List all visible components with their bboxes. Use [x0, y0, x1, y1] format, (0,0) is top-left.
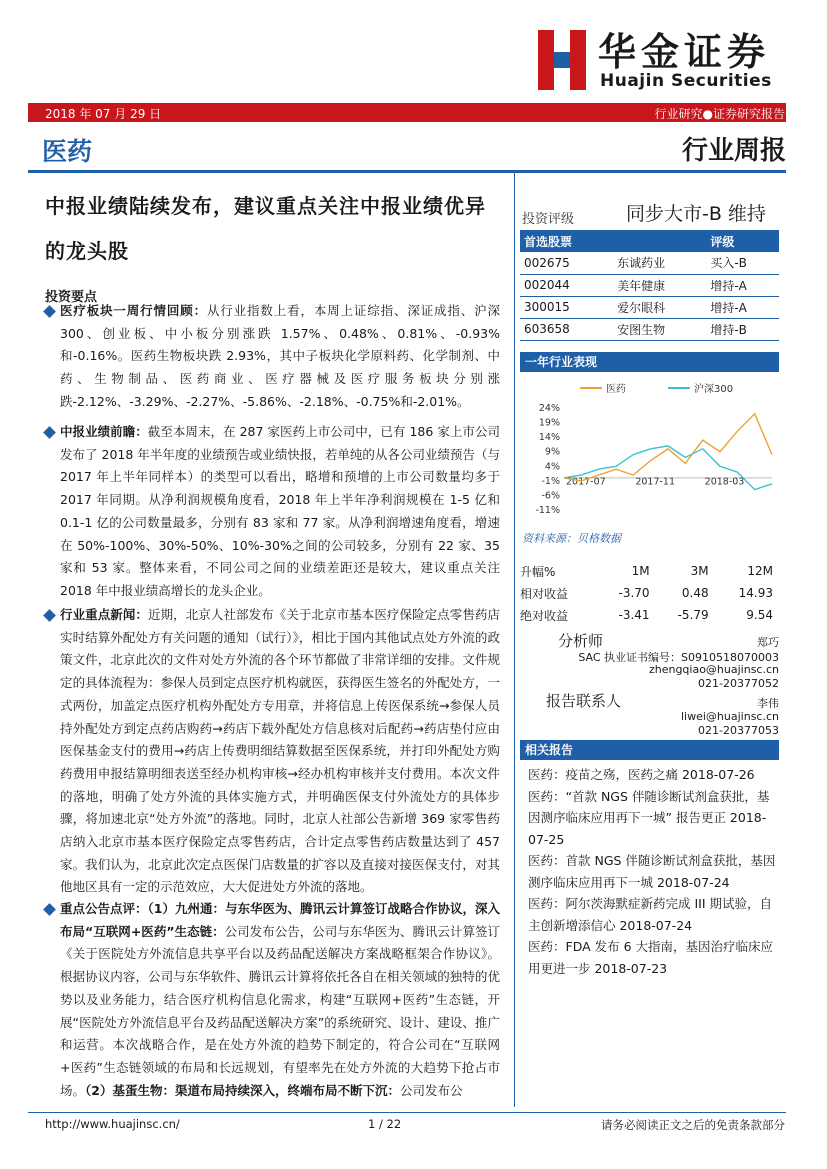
- section-announcements: 重点公告点评：（1）九州通：与东华医为、腾讯云计算签订战略合作协议，深入布局“互联网+医药”生态链：公司发布公告，公司与东华医为、腾讯云计算签订《关于医院处方外流信息共享平台以及药品配送解决方案战略框架合作协议》。根据协议内容，公司与东华软件、腾讯云计算将依托各自在相关领域的独特的优势以及业务能力，结合医疗机构信息化需求，构建“互联网+医药”生态链，开展“医院处方外流信息平台及药品配送解决方案”的系统研究、设计、建设、推广和运营。本次战略合作，是在处方外流的趋势下制定的，符合公司在“互联网+医药”生态链领域的布局和长远规划，有望率先在处方外流的大趋势下抢占市场。（2）基蛋生物：渠道布局持续深入，终端布局不断下沉：公司发布公: [45, 898, 500, 1102]
- related-report-item[interactable]: 医药：首款 NGS 伴随诊断试剂盒获批，基因测序临床应用再下一城 2018-07-24: [528, 853, 776, 890]
- analyst-email: zhengqiao@huajinsc.cn: [648, 663, 779, 676]
- divider: [28, 170, 786, 173]
- rating-value: 同步大市-B 维持: [626, 203, 766, 225]
- y-tick-label: -1%: [541, 475, 560, 487]
- column-divider: [514, 172, 515, 1107]
- related-reports-list: [528, 764, 776, 979]
- footer-disclaimer: 请务必阅读正文之后的免责条款部分: [601, 1118, 785, 1132]
- y-tick-label: 4%: [544, 461, 560, 473]
- sector-label: 医药: [42, 137, 93, 166]
- table-header: [520, 230, 779, 252]
- related-reports-heading: 相关报告: [520, 740, 779, 760]
- page-number: 1 / 22: [368, 1117, 402, 1131]
- contact-title: 报告联系人: [546, 692, 622, 710]
- y-tick-label: -11%: [535, 505, 560, 516]
- performance-heading: 一年行业表现: [520, 352, 779, 372]
- report-category: 行业周报: [681, 136, 786, 166]
- report-type: 行业研究●证券研究报告: [654, 107, 785, 121]
- chart-source: 资料来源：贝格数据: [522, 532, 621, 545]
- x-tick-label: 2017-07: [566, 476, 606, 488]
- legend-label: 医药: [606, 384, 626, 395]
- report-title: 中报业绩陆续发布，建议重点关注中报业绩优异的龙头股: [45, 194, 486, 263]
- brand-name-en: Huajin Securities: [600, 71, 772, 91]
- x-tick-label: 2017-11: [635, 476, 676, 488]
- analyst-phone: 021-20377052: [698, 677, 779, 690]
- analyst-name: 郑巧: [757, 636, 779, 649]
- related-report-item[interactable]: 医药：阿尔茨海默症新药完成 III 期试验，自主创新增添信心 2018-07-24: [528, 896, 773, 933]
- related-report-item[interactable]: 医药：疫苗之殇，医药之痛 2018-07-26: [528, 767, 755, 782]
- table-row: 002675 东诚药业 买入-B: [520, 252, 779, 274]
- y-tick-label: 24%: [538, 403, 560, 414]
- col-header: 评级: [706, 230, 779, 252]
- preferred-stocks-table: [520, 230, 779, 341]
- footer-url[interactable]: http://www.huajinsc.cn/: [45, 1117, 180, 1131]
- table-row: 相对收益 -3.70 0.48 14.93: [520, 586, 773, 601]
- footer-divider: [28, 1112, 786, 1113]
- y-tick-label: 9%: [544, 446, 560, 458]
- huajin-logo: [538, 30, 586, 90]
- report-date: 2018 年 07 月 29 日: [45, 107, 162, 121]
- y-tick-label: 19%: [538, 417, 560, 429]
- contact-email: liwei@huajinsc.cn: [681, 710, 779, 723]
- section-industry-news: 行业重点新闻：近期，北京人社部发布《关于北京市基本医疗保险定点零售药店实时结算外配处方有关问题的通知（试行）》，相比于国内其他试点处方外流的政策文件，北京此次的文件对处方外流的各个环节都做了非常详细的安排。文件规定的具体流程为：参保人员到定点医疗机构就医，获得医生签名的外配处方，一式两份，加盖定点医疗机构外配处方专用章，并将信息上传医保系统→参保人员持外配处方到定点药店购药→药店下载外配处方信息核对后配药→药店垫付应由医保基金支付的费用→药店上传费明细结算数据至医保系统，并打印外配处方购药费用申报结算明细表送至经办机构审核→经办机构审核并支付费用。本次文件的落地，明确了处方外流的具体实施方式，并明确医保支付外流处方的具体步骤，将加速北京“处方外流”的落地。同时，北京人社部公告新增 369 家零售药店纳入北京市基本医疗保险定点零售药店，合计定点零售药店数量达到了 457 家。我们认为，北京此次定点医保门店数量的扩容以及直接对接医保支付，对其他地区具有一定的示范效应，大大促进处方外流的落地。: [45, 604, 500, 899]
- rating-label: 投资评级: [522, 212, 575, 227]
- y-tick-label: -6%: [541, 490, 560, 502]
- col-header: 首选股票: [520, 230, 613, 252]
- analyst-license: SAC 执业证书编号：S0910518070003: [578, 651, 779, 664]
- table-row: 002044 美年健康 增持-A: [520, 274, 779, 296]
- table-row: 绝对收益 -3.41 -5.79 9.54: [520, 608, 773, 623]
- section-earnings-preview: 中报业绩前瞻：截至本周末，在 287 家医药上市公司中，已有 186 家上市公司发布了 2018 年半年度的业绩预告或业绩快报，若单纯的从各公司业绩预告（与 2017 年上半年同样本）的类型可以看出，略增和预增的上市公司数量均多于 2017 年同期。从净利润规模角度看，2018 年上半年净利润规模在 1-5 亿和 0.1-1 亿的公司数量最多，分别有 83 家和 77 家。从净利润增速角度看，增速在 50%-100%、30%-50%、10%-30%之间的公司较多，分别有 22 家、35 家和 53 家。整体来看，不同公司之间的业绩差距还是较大，建议重点关注 2018 年中报业绩高增长的龙头企业。: [45, 421, 500, 603]
- section-market-review: 医疗板块一周行情回顾：从行业指数上看，本周上证综指、深证成指、沪深300、创业板、中小板分别涨跌 1.57%、0.48%、0.81%、-0.93%和-0.16%。医药生物板块跌 2.93%，其中子板块化学原料药、化学制剂、中药、生物制品、医药商业、医疗器械及医疗服务板块分别涨跌-2.12%、-3.29%、-2.27%、-5.86%、-2.18%、-0.75%和-2.01%。: [45, 300, 500, 414]
- key-points-heading: 投资要点: [45, 290, 98, 305]
- contact-name: 李伟: [757, 697, 779, 710]
- performance-chart: [520, 378, 779, 528]
- contact-phone: 021-20377053: [698, 724, 779, 737]
- table-row: 603658 安图生物 增持-B: [520, 318, 779, 340]
- related-report-item[interactable]: 医药：FDA 发布 6 大指南，基因治疗临床应用更进一步 2018-07-23: [528, 939, 774, 976]
- analyst-title: 分析师: [558, 632, 604, 650]
- returns-table: [520, 560, 779, 626]
- y-tick-label: 14%: [538, 432, 560, 444]
- legend-label: 沪深300: [694, 384, 734, 395]
- col-header: [613, 230, 706, 252]
- related-report-item[interactable]: 医药：“首款 NGS 伴随诊断试剂盒获批，基因测序临床应用再下一城” 报告更正 2018-07-25: [528, 788, 770, 847]
- brand-name-cn: 华金证券: [598, 30, 771, 74]
- table-header: 升幅% 1M 3M 12M: [520, 564, 773, 579]
- table-row: 300015 爱尔眼科 增持-A: [520, 296, 779, 318]
- x-tick-label: 2018-03: [704, 476, 745, 488]
